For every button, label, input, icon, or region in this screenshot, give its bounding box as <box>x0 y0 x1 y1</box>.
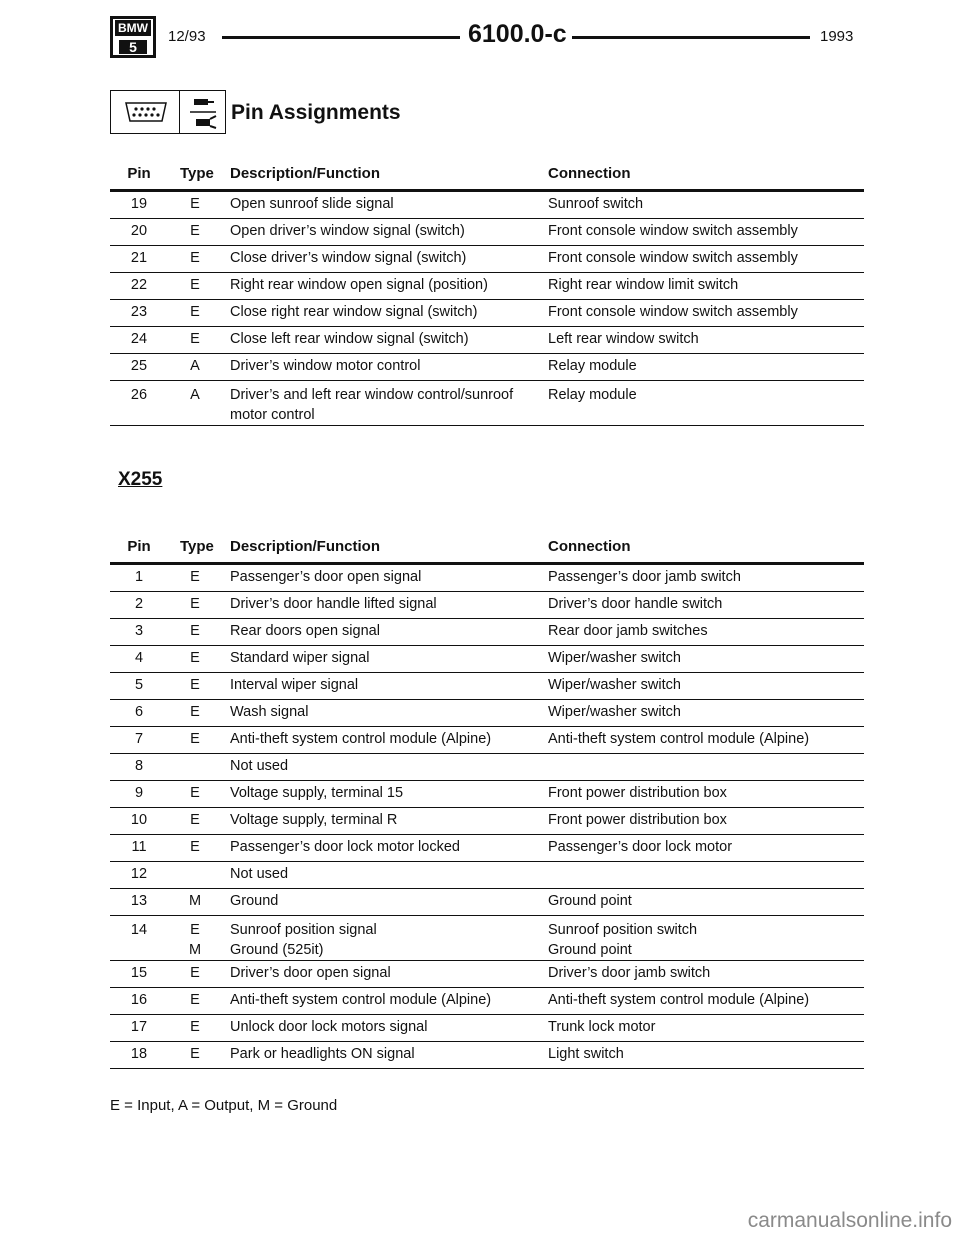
table-row <box>110 727 864 754</box>
description-cell-line: Driver’s door handle lifted signal <box>230 596 437 612</box>
table-row <box>110 354 864 381</box>
pin-cell <box>110 650 168 666</box>
pin-cell <box>110 785 168 801</box>
description-cell <box>230 965 391 981</box>
type-cell <box>180 992 210 1008</box>
pin-cell <box>110 866 168 882</box>
connection-cell <box>548 358 637 374</box>
pin-type-icon <box>180 90 226 134</box>
description-cell <box>230 623 380 639</box>
description-cell <box>230 920 377 960</box>
pin-cell <box>110 569 168 585</box>
connection-cell <box>548 704 681 720</box>
type-cell-line: E <box>190 196 200 212</box>
connection-cell <box>548 196 643 212</box>
connector-label: X255 <box>118 469 163 490</box>
description-cell-line: Park or headlights ON signal <box>230 1046 415 1062</box>
type-cell-line: E <box>190 992 200 1008</box>
type-cell <box>180 677 210 693</box>
connection-cell <box>548 304 798 320</box>
document-code: 6100.0-c <box>468 20 567 48</box>
table-row <box>110 246 864 273</box>
description-cell-line: Right rear window open signal (position) <box>230 277 488 293</box>
connection-cell-line: Relay module <box>548 387 637 403</box>
connection-cell-line: Ground point <box>548 893 632 909</box>
table-row <box>110 273 864 300</box>
connection-cell-line: Wiper/washer switch <box>548 650 681 666</box>
connection-cell <box>548 569 741 585</box>
description-cell-line: Passenger’s door open signal <box>230 569 422 585</box>
description-cell <box>230 196 394 212</box>
pin-cell <box>110 358 168 374</box>
pin-cell <box>110 250 168 266</box>
table-row <box>110 565 864 592</box>
description-cell <box>230 704 308 720</box>
description-cell-line: Sunroof position signal <box>230 922 377 938</box>
table-row <box>110 700 864 727</box>
type-cell <box>180 1046 210 1062</box>
connection-cell-line: Light switch <box>548 1046 624 1062</box>
connection-cell <box>548 812 727 828</box>
pin-cell <box>110 839 168 855</box>
header-year: 1993 <box>820 28 854 45</box>
pin-cell <box>110 331 168 347</box>
description-cell <box>230 731 491 747</box>
bmw-logo-text: BMW <box>115 20 151 36</box>
connection-cell-line: Right rear window limit switch <box>548 277 739 293</box>
table-header <box>110 161 864 189</box>
type-cell <box>180 965 210 981</box>
type-cell-line: E <box>190 1019 200 1035</box>
pin-cell <box>110 596 168 612</box>
type-cell <box>180 704 210 720</box>
table-row <box>110 192 864 219</box>
table-row <box>110 1042 864 1069</box>
connection-cell-line: Front power distribution box <box>548 812 727 828</box>
type-cell-line: E <box>190 704 200 720</box>
connection-cell-line: Passenger’s door lock motor <box>548 839 733 855</box>
description-cell <box>230 358 420 374</box>
type-cell <box>180 569 210 585</box>
pin-cell-line: 9 <box>134 785 144 801</box>
type-cell-line: M <box>188 893 202 909</box>
connection-cell <box>548 965 710 981</box>
pin-cell-line: 20 <box>130 223 148 239</box>
connection-cell-line: Front console window switch assembly <box>548 304 798 320</box>
type-cell <box>180 1019 210 1035</box>
connection-cell-line: Relay module <box>548 358 637 374</box>
connection-cell-line-2: Ground point <box>548 942 632 958</box>
table-row <box>110 961 864 988</box>
description-cell <box>230 866 288 882</box>
pin-cell-line: 22 <box>130 277 148 293</box>
description-cell-line: Unlock door lock motors signal <box>230 1019 428 1035</box>
type-cell <box>180 223 210 239</box>
pin-cell-line: 24 <box>130 331 148 347</box>
type-legend: E = Input, A = Output, M = Ground <box>110 1097 338 1114</box>
description-cell-line: Close right rear window signal (switch) <box>230 304 478 320</box>
type-cell <box>180 650 210 666</box>
type-cell <box>180 812 210 828</box>
type-cell-line: E <box>190 839 200 855</box>
connection-cell <box>548 331 699 347</box>
pin-cell-line: 26 <box>130 387 148 403</box>
description-cell <box>230 785 403 801</box>
type-cell-line: E <box>190 1046 200 1062</box>
type-cell <box>180 196 210 212</box>
type-cell-line: E <box>190 596 200 612</box>
type-cell-line: E <box>190 569 200 585</box>
description-cell-line: Not used <box>230 866 289 882</box>
type-cell <box>180 839 210 855</box>
description-cell <box>230 569 421 585</box>
description-cell <box>230 250 466 266</box>
header-connection: Connection <box>548 538 631 555</box>
description-cell-line: Anti-theft system control module (Alpine) <box>230 731 492 747</box>
description-cell <box>230 331 469 347</box>
description-cell-line: Anti-theft system control module (Alpine) <box>230 992 492 1008</box>
pin-cell-line: 21 <box>130 250 148 266</box>
type-cell-line: E <box>190 331 200 347</box>
pin-cell-line: 17 <box>130 1019 148 1035</box>
type-cell <box>180 920 210 960</box>
type-cell-line: E <box>190 677 200 693</box>
table-row <box>110 889 864 916</box>
pin-cell <box>110 304 168 320</box>
table-row <box>110 327 864 354</box>
header-description: Description/Function <box>230 538 380 555</box>
header-connection: Connection <box>548 165 631 182</box>
connection-cell <box>548 785 727 801</box>
pin-cell <box>110 704 168 720</box>
type-cell <box>180 250 210 266</box>
connection-cell-line: Front console window switch assembly <box>548 223 798 239</box>
pin-cell <box>110 758 168 774</box>
table-row <box>110 300 864 327</box>
type-cell-line: E <box>190 650 200 666</box>
connection-cell-line: Trunk lock motor <box>548 1019 656 1035</box>
type-cell <box>180 331 210 347</box>
pin-cell <box>110 965 168 981</box>
connection-cell <box>548 277 738 293</box>
type-cell-line: E <box>190 250 200 266</box>
connection-cell-line: Left rear window switch <box>548 331 699 347</box>
description-cell-line: Passenger’s door lock motor locked <box>230 839 460 855</box>
table-row <box>110 754 864 781</box>
connection-cell <box>548 839 732 855</box>
type-cell <box>180 785 210 801</box>
type-cell <box>180 623 210 639</box>
pin-cell <box>110 223 168 239</box>
table-row <box>110 619 864 646</box>
description-cell <box>230 650 369 666</box>
header-description: Description/Function <box>230 165 380 182</box>
header-rule-left <box>222 36 460 39</box>
pin-cell-line: 12 <box>130 866 148 882</box>
description-cell-line: Ground <box>230 893 279 909</box>
header-pin: Pin <box>127 538 151 555</box>
type-cell-line-2: M <box>188 942 202 958</box>
table-row <box>110 916 864 961</box>
table-row <box>110 592 864 619</box>
connection-cell-line: Driver’s door jamb switch <box>548 965 711 981</box>
connection-cell-line: Front power distribution box <box>548 785 727 801</box>
pin-cell-line: 15 <box>130 965 148 981</box>
connection-cell-line: Wiper/washer switch <box>548 677 681 693</box>
connector-icon <box>110 90 180 134</box>
table-row <box>110 835 864 862</box>
description-cell <box>230 1019 427 1035</box>
table-row <box>110 808 864 835</box>
table-row <box>110 646 864 673</box>
type-cell <box>180 893 210 909</box>
pin-cell <box>110 893 168 909</box>
connection-cell-line: Anti-theft system control module (Alpine) <box>548 731 810 747</box>
description-cell-line: Wash signal <box>230 704 309 720</box>
connection-cell <box>548 731 809 747</box>
table-row <box>110 862 864 889</box>
pin-cell-line: 11 <box>131 839 147 855</box>
description-cell <box>230 596 437 612</box>
type-cell <box>180 596 210 612</box>
description-cell-line: Close left rear window signal (switch) <box>230 331 469 347</box>
pin-table-1 <box>110 161 864 426</box>
connection-cell <box>548 1019 655 1035</box>
connection-cell <box>548 596 722 612</box>
description-cell <box>230 812 397 828</box>
description-cell <box>230 992 491 1008</box>
pin-cell-line: 14 <box>130 922 148 938</box>
pin-table-2 <box>110 534 864 1069</box>
type-cell-line: E <box>190 277 200 293</box>
description-cell <box>230 1046 415 1062</box>
connection-cell <box>548 650 681 666</box>
pin-cell-line: 2 <box>134 596 144 612</box>
table-row <box>110 673 864 700</box>
pin-cell <box>110 385 168 405</box>
description-cell-line: Open driver’s window signal (switch) <box>230 223 465 239</box>
connection-cell <box>548 385 637 405</box>
pin-cell-line: 18 <box>130 1046 148 1062</box>
connection-cell-line: Front console window switch assembly <box>548 250 798 266</box>
description-cell-line: Interval wiper signal <box>230 677 359 693</box>
pin-cell <box>110 623 168 639</box>
description-cell <box>230 893 278 909</box>
type-cell-line: A <box>190 387 200 403</box>
connection-cell <box>548 920 697 960</box>
connection-cell-line: Driver’s door handle switch <box>548 596 723 612</box>
pin-cell-line: 7 <box>134 731 144 747</box>
description-cell <box>230 223 465 239</box>
pin-cell-line: 19 <box>130 196 148 212</box>
description-cell <box>230 677 358 693</box>
type-cell-line: E <box>190 812 200 828</box>
pin-cell-line: 5 <box>134 677 144 693</box>
connection-cell-line: Passenger’s door jamb switch <box>548 569 741 585</box>
description-cell-line: Standard wiper signal <box>230 650 370 666</box>
pin-cell <box>110 677 168 693</box>
pin-cell <box>110 731 168 747</box>
page-header <box>110 16 854 60</box>
connection-cell <box>548 1046 624 1062</box>
description-cell-line: Open sunroof slide signal <box>230 196 394 212</box>
connection-cell <box>548 677 681 693</box>
connection-cell-line: Anti-theft system control module (Alpine) <box>548 992 810 1008</box>
description-cell <box>230 839 460 855</box>
bmw-logo <box>110 16 156 58</box>
description-cell <box>230 304 477 320</box>
connection-cell <box>548 623 708 639</box>
table-row <box>110 381 864 426</box>
table-row <box>110 219 864 246</box>
header-date: 12/93 <box>168 28 206 45</box>
description-cell-line: Voltage supply, terminal R <box>230 812 398 828</box>
table-row <box>110 988 864 1015</box>
description-cell-line: Driver’s window motor control <box>230 358 421 374</box>
description-cell-line: Rear doors open signal <box>230 623 380 639</box>
table-header <box>110 534 864 562</box>
pin-cell-line: 6 <box>134 704 144 720</box>
pin-cell <box>110 196 168 212</box>
description-cell-line: Close driver’s window signal (switch) <box>230 250 467 266</box>
pin-cell-line: 10 <box>130 812 148 828</box>
type-cell <box>180 277 210 293</box>
type-cell <box>180 304 210 320</box>
description-cell <box>230 277 488 293</box>
header-pin: Pin <box>127 165 151 182</box>
description-cell-line: Driver’s door open signal <box>230 965 391 981</box>
type-cell-line: A <box>190 358 200 374</box>
pin-cell <box>110 812 168 828</box>
type-cell-line: E <box>190 304 200 320</box>
type-cell-line: E <box>190 731 200 747</box>
connection-cell-line: Sunroof position switch <box>548 922 698 938</box>
connection-cell-line: Rear door jamb switches <box>548 623 708 639</box>
pin-cell <box>110 920 168 940</box>
header-rule-right <box>572 36 810 39</box>
connection-cell <box>548 893 632 909</box>
type-cell-line: E <box>190 922 200 938</box>
description-cell-line: Driver’s and left rear window control/sunroof <box>230 387 514 403</box>
description-cell-line: Not used <box>230 758 289 774</box>
type-cell <box>180 385 210 405</box>
pin-cell <box>110 277 168 293</box>
header-type: Type <box>180 165 214 182</box>
connection-cell-line: Sunroof switch <box>548 196 644 212</box>
type-cell-line: E <box>190 785 200 801</box>
pin-cell-line: 4 <box>134 650 144 666</box>
pin-cell-line: 25 <box>130 358 148 374</box>
description-cell-line-2: motor control <box>230 407 315 423</box>
pin-cell-line: 16 <box>130 992 148 1008</box>
pin-cell-line: 8 <box>134 758 144 774</box>
connection-cell <box>548 250 798 266</box>
pin-cell <box>110 1019 168 1035</box>
description-cell <box>230 385 513 425</box>
header-type: Type <box>180 538 214 555</box>
type-cell <box>180 731 210 747</box>
section-title: Pin Assignments <box>231 101 401 124</box>
connection-cell-line: Wiper/washer switch <box>548 704 681 720</box>
table-row <box>110 1015 864 1042</box>
table-row <box>110 781 864 808</box>
type-cell <box>180 358 210 374</box>
type-cell-line: E <box>190 223 200 239</box>
connection-cell <box>548 223 798 239</box>
type-cell-line: E <box>190 965 200 981</box>
pin-cell-line: 23 <box>130 304 148 320</box>
description-cell-line: Voltage supply, terminal 15 <box>230 785 404 801</box>
pin-cell <box>110 992 168 1008</box>
pin-cell-line: 1 <box>134 569 144 585</box>
description-cell-line-2: Ground (525it) <box>230 942 324 958</box>
connection-cell <box>548 992 809 1008</box>
type-cell-line: E <box>190 623 200 639</box>
description-cell <box>230 758 288 774</box>
series-number: 5 <box>119 40 147 54</box>
pin-cell <box>110 1046 168 1062</box>
watermark: carmanualsonline.info <box>747 1209 952 1232</box>
pin-cell-line: 3 <box>134 623 144 639</box>
pin-cell-line: 13 <box>130 893 148 909</box>
